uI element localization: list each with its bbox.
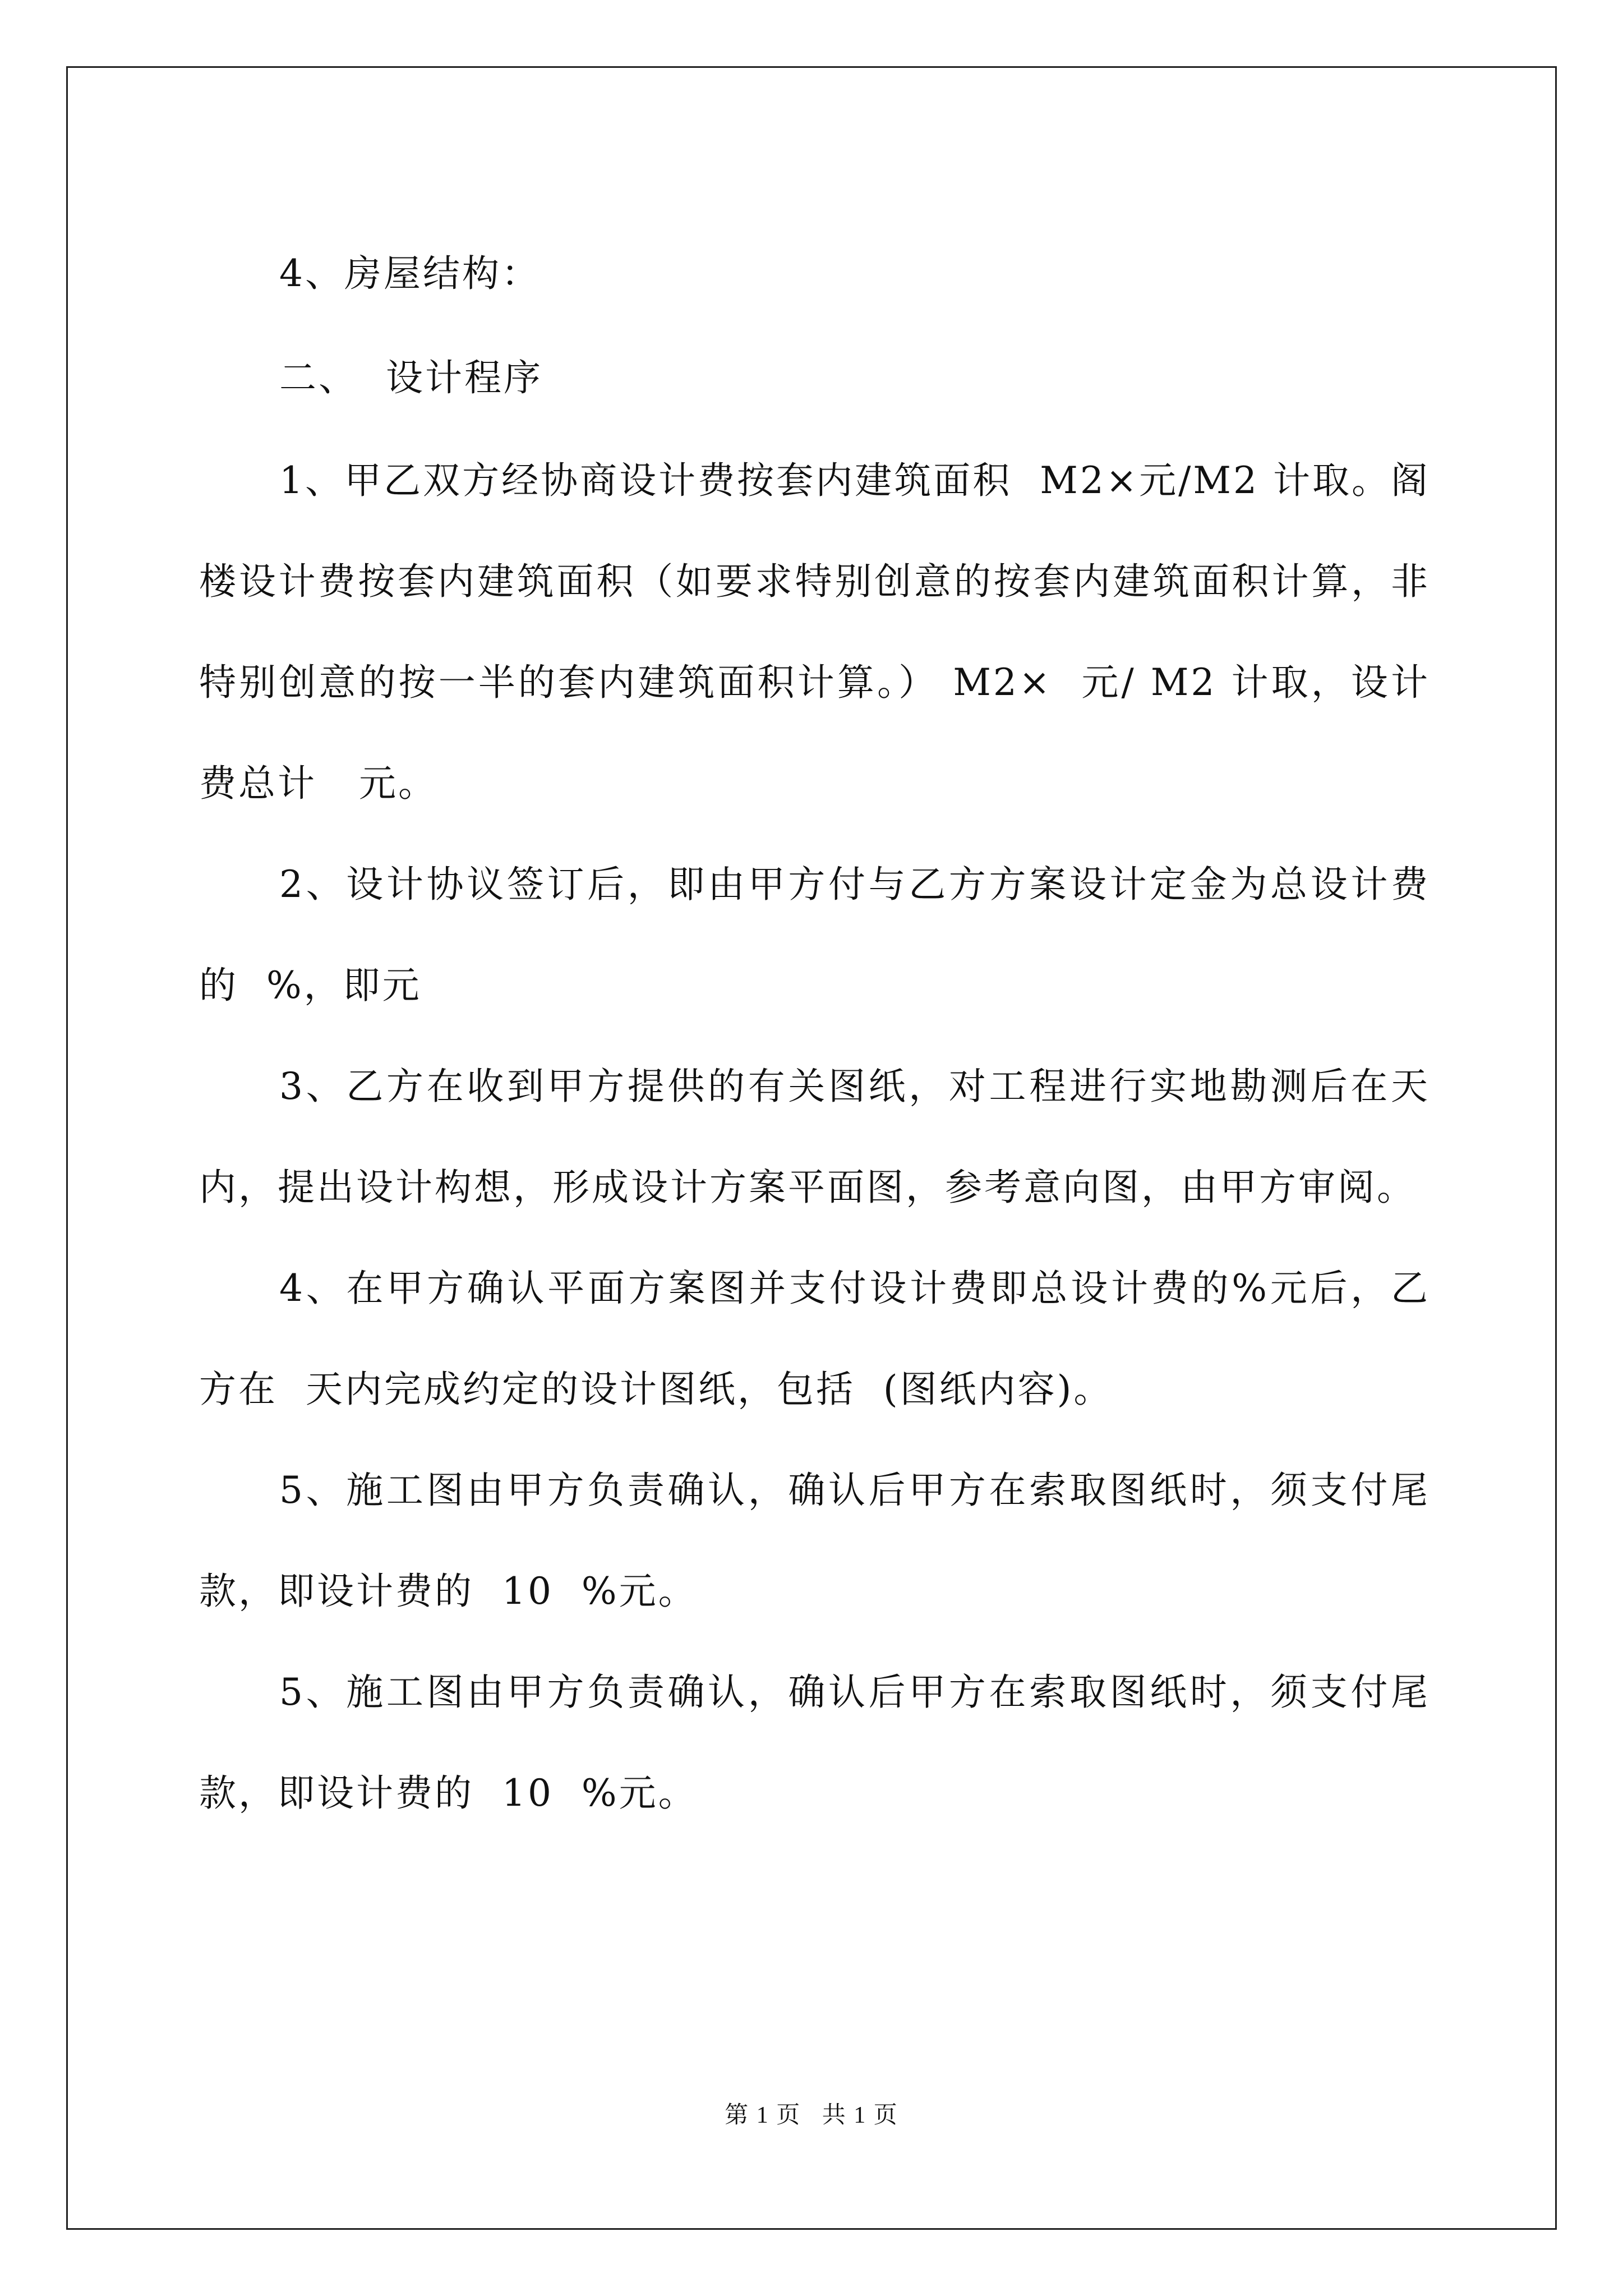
paragraph-design-concept: 3、乙方在收到甲方提供的有关图纸，对工程进行实地勘测后在天内，提出设计构想，形成设计方案平面图，参考意向图，由甲方审阅。 (199, 1065, 1430, 1209)
page-footer: 第 1 页 共 1 页 (725, 2102, 898, 2128)
paragraph-deposit: 2、设计协议签订后，即由甲方付与乙方方案设计定金为总设计费的 %，即元 (199, 863, 1430, 1007)
section-heading-design-procedure: 二、 设计程序 (279, 356, 543, 399)
paragraph-design-drawings: 4、在甲方确认平面方案图并支付设计费即总设计费的%元后，乙方在 天内完成约定的设计图纸，包括 (图纸内容)。 (199, 1267, 1430, 1411)
paragraph-house-structure: 4、房屋结构： (279, 252, 541, 295)
paragraph-final-payment-repeat: 5、施工图由甲方负责确认，确认后甲方在索取图纸时，须支付尾款，即设计费的 10 %元。 (199, 1671, 1430, 1815)
paragraph-design-fee: 1、甲乙双方经协商设计费按套内建筑面积 M2×元/M2 计取。阁楼设计费按套内建筑面积（如要求特别创意的按套内建筑面积计算，非特别创意的按一半的套内建筑面积计算。） M2× 元/ M2 计取，设计费总计 元。 (199, 459, 1430, 805)
paragraph-final-payment: 5、施工图由甲方负责确认，确认后甲方在索取图纸时，须支付尾款，即设计费的 10 %元。 (199, 1469, 1430, 1613)
document-body (199, 222, 1430, 1844)
